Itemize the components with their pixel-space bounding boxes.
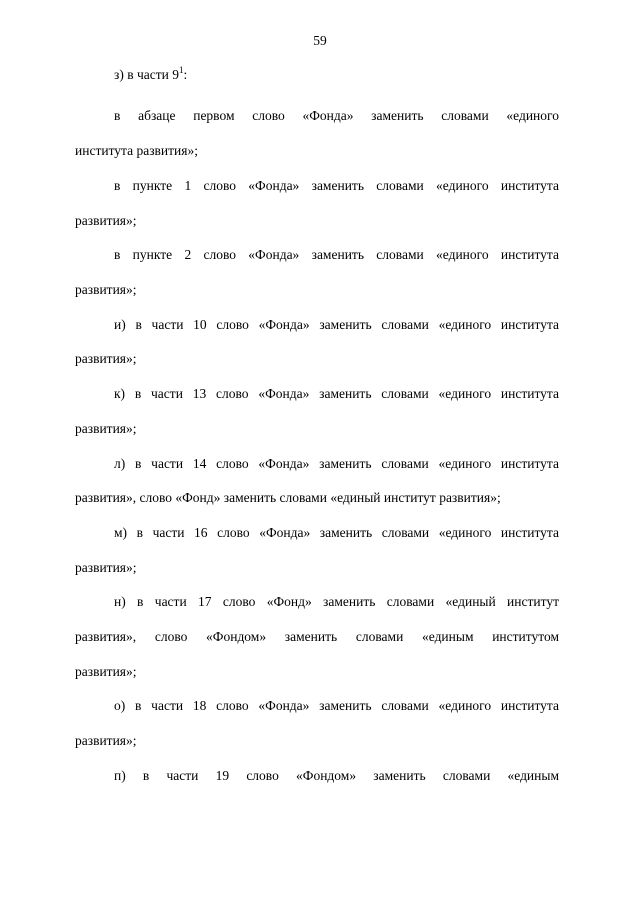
text-line: института развития»; bbox=[75, 143, 198, 158]
text-line: развития»; bbox=[75, 664, 137, 679]
text-line: н) в части 17 слово «Фонд» заменить словами «единый институт bbox=[114, 594, 559, 609]
text-line: в пункте 2 слово «Фонда» заменить словами «единого института bbox=[114, 247, 559, 262]
text-line: п) в части 19 слово «Фондом» заменить словами «единым bbox=[114, 768, 559, 783]
superscript: 1 bbox=[178, 65, 184, 75]
text-line: и) в части 10 слово «Фонда» заменить словами «единого института bbox=[114, 317, 559, 332]
text-line bbox=[114, 66, 559, 84]
text-line: развития»; bbox=[75, 733, 137, 748]
text-line: развития»; bbox=[75, 560, 137, 575]
text-line: в абзаце первом слово «Фонда» заменить словами «единого bbox=[114, 108, 559, 123]
text-line: развития»; bbox=[75, 351, 137, 366]
text-run: з) в части 9 bbox=[114, 67, 179, 82]
text-line: о) в части 18 слово «Фонда» заменить словами «единого института bbox=[114, 698, 559, 713]
text-line: развития», слово «Фонд» заменить словами «единый институт развития»; bbox=[75, 490, 501, 505]
text-line: м) в части 16 слово «Фонда» заменить словами «единого института bbox=[114, 525, 559, 540]
text-line: развития», слово «Фондом» заменить словами «единым институтом bbox=[75, 629, 559, 644]
text-line: развития»; bbox=[75, 282, 137, 297]
text-line: в пункте 1 слово «Фонда» заменить словами «единого института bbox=[114, 178, 559, 193]
text-line: развития»; bbox=[75, 421, 137, 436]
text-line: л) в части 14 слово «Фонда» заменить словами «единого института bbox=[114, 456, 559, 471]
page-number: 59 bbox=[313, 33, 327, 48]
text-line: к) в части 13 слово «Фонда» заменить словами «единого института bbox=[114, 386, 559, 401]
text-line: развития»; bbox=[75, 213, 137, 228]
text-run: : bbox=[183, 67, 188, 82]
